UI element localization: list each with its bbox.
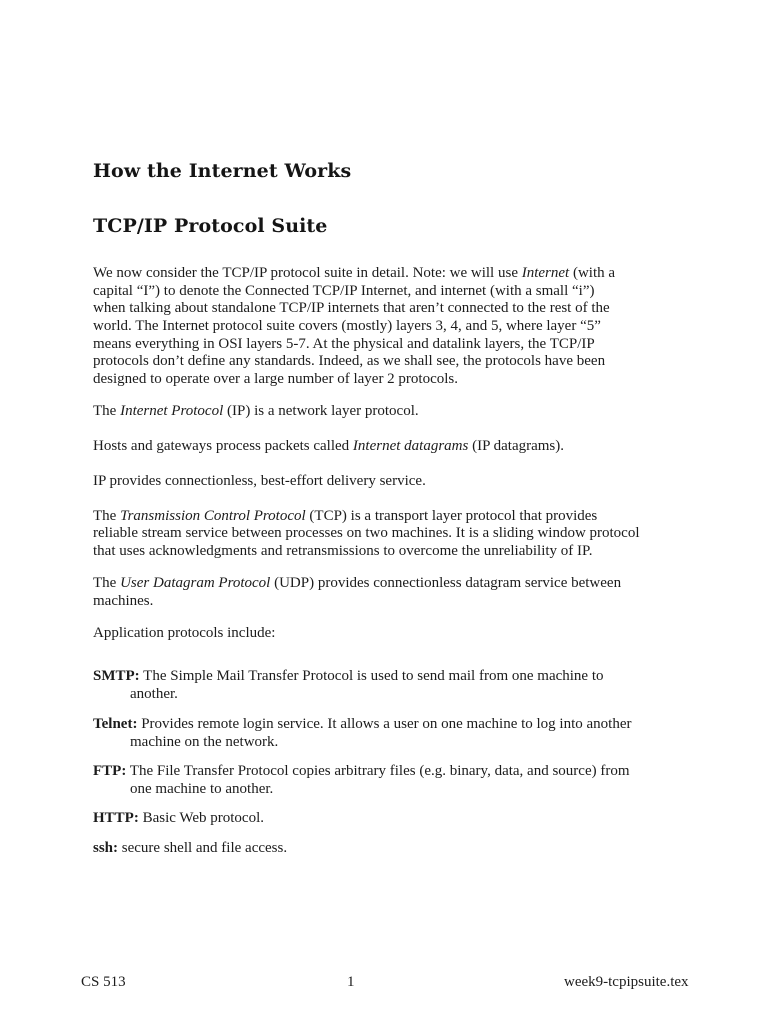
ip-paragraph	[93, 403, 703, 421]
definition-line	[93, 763, 703, 781]
definition-line	[93, 716, 703, 734]
definition-continuation: another.	[130, 685, 178, 702]
section-title: TCP/IP Protocol Suite	[93, 215, 328, 237]
footer-course: CS 513	[81, 974, 126, 990]
application-protocols-heading: Application protocols include:	[93, 625, 276, 641]
definition-line	[93, 810, 703, 828]
tcp-emphasis: Transmission Control Protocol	[120, 508, 306, 524]
intro-emphasis: Internet	[521, 265, 570, 281]
tcp-paragraph-line-3: that uses acknowledgments and retransmissions to overcome the unreliability of IP.	[93, 543, 593, 559]
intro-line-3: when talking about standalone TCP/IP internets that aren’t connected to the rest of the	[93, 300, 610, 316]
tcp-paragraph-line-1	[93, 508, 703, 526]
intro-line-5: means everything in OSI layers 5-7. At the physical and datalink layers, the TCP/IP	[93, 336, 595, 352]
page-title: How the Internet Works	[93, 160, 352, 182]
datagram-text: (IP datagrams).	[468, 438, 565, 454]
datagram-text: Hosts and gateways process packets called	[93, 438, 353, 454]
definition-line	[93, 668, 703, 686]
datagram-emphasis: Internet datagrams	[352, 438, 469, 454]
document-body	[93, 0, 703, 1024]
definition-term: HTTP:	[93, 810, 139, 826]
footer-filename: week9-tcpipsuite.tex	[564, 974, 689, 990]
udp-paragraph-line-1	[93, 575, 703, 593]
definition-term: Telnet:	[93, 716, 138, 732]
ip-text: The	[93, 403, 121, 419]
tcp-text: The	[93, 508, 121, 524]
intro-line-2: capital “I”) to denote the Connected TCP/IP Internet, and internet (with a small “i”)	[93, 283, 595, 299]
udp-emphasis: User Datagram Protocol	[120, 575, 271, 591]
definition-telnet	[93, 716, 703, 752]
connectionless-paragraph: IP provides connectionless, best-effort delivery service.	[93, 473, 426, 489]
tcp-paragraph-line-2: reliable stream service between processes on two machines. It is a sliding window protocol	[93, 525, 640, 541]
definition-text: secure shell and file access.	[118, 840, 288, 856]
ip-text: (IP) is a network layer protocol.	[223, 403, 419, 419]
definition-continuation: one machine to another.	[130, 780, 274, 797]
intro-line-7: designed to operate over a large number of layer 2 protocols.	[93, 371, 459, 387]
intro-line-4: world. The Internet protocol suite covers (mostly) layers 3, 4, and 5, where layer “5”	[93, 318, 601, 334]
definition-http	[93, 810, 703, 828]
intro-text: We now consider the TCP/IP protocol suite in detail. Note: we will use	[93, 265, 522, 281]
intro-text: (with a	[569, 265, 616, 281]
datagram-paragraph	[93, 438, 703, 456]
definition-text: Basic Web protocol.	[138, 810, 264, 826]
definition-text: Provides remote login service. It allows a user on one machine to log into another	[137, 716, 632, 732]
udp-text: (UDP) provides connectionless datagram service between	[270, 575, 622, 591]
definition-term: SMTP:	[93, 668, 140, 684]
definition-text: The File Transfer Protocol copies arbitrary files (e.g. binary, data, and source) from	[126, 763, 630, 779]
definition-line	[93, 840, 703, 858]
intro-line-6: protocols don’t define any standards. Indeed, as we shall see, the protocols have been	[93, 353, 606, 369]
udp-text: The	[93, 575, 121, 591]
udp-paragraph-line-2: machines.	[93, 593, 154, 609]
definition-ftp	[93, 763, 703, 799]
footer-page-number: 1	[347, 974, 355, 990]
ip-emphasis: Internet Protocol	[120, 403, 224, 419]
definition-text: The Simple Mail Transfer Protocol is used to send mail from one machine to	[139, 668, 604, 684]
definition-term: ssh:	[93, 840, 119, 856]
definition-continuation: machine on the network.	[130, 733, 279, 750]
intro-line-1	[93, 265, 703, 283]
definition-smtp	[93, 668, 703, 704]
tcp-text: (TCP) is a transport layer protocol that provides	[305, 508, 598, 524]
definition-term: FTP:	[93, 763, 127, 779]
definition-ssh	[93, 840, 703, 858]
